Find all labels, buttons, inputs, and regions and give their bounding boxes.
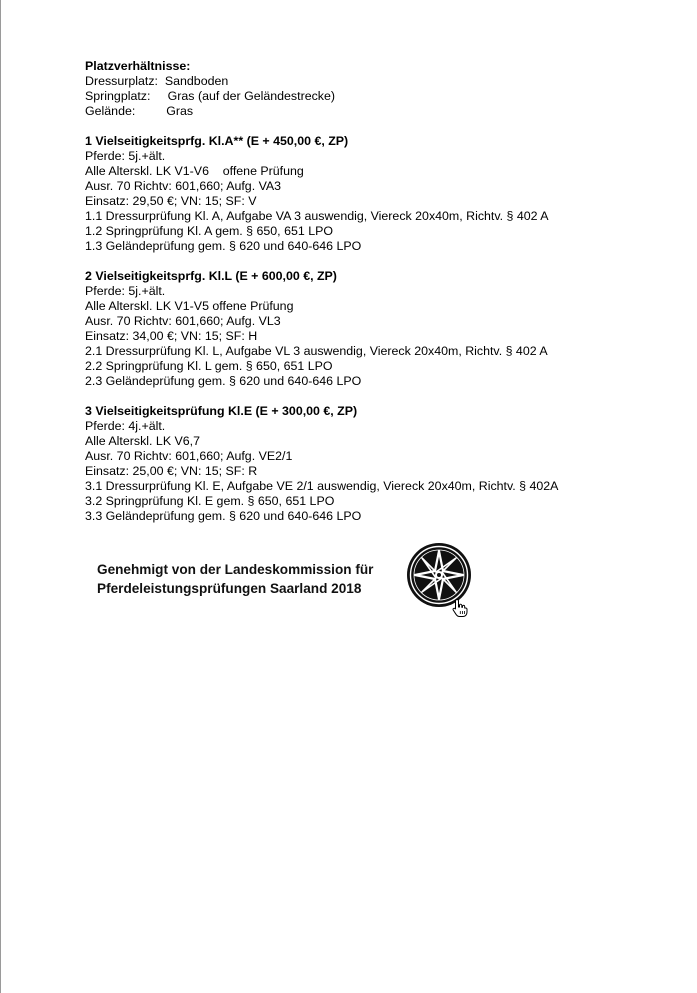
competition-3-title: 3 Vielseitigkeitsprüfung Kl.E (E + 300,00 €, ZP) (85, 404, 358, 418)
competition-2-line: Pferde: 5j.+ält. (85, 284, 166, 298)
venue-section (85, 59, 675, 119)
approval-line-1: Genehmigt von der Landeskommission für (97, 562, 374, 577)
venue-heading: Platzverhältnisse: (85, 59, 191, 73)
competition-1-line: Pferde: 5j.+ält. (85, 149, 166, 163)
venue-row-terrain: Gelände: Gras (85, 104, 194, 118)
competition-3-line: Ausr. 70 Richtv: 601,660; Aufg. VE2/1 (85, 449, 293, 463)
competition-1-line: 1.1 Dressurprüfung Kl. A, Aufgabe VA 3 auswendig, Viereck 20x40m, Richtv. § 402 A (85, 209, 549, 223)
competition-2-line: 2.3 Geländeprüfung gem. § 620 und 640-646 LPO (85, 374, 362, 388)
spacer (85, 254, 675, 269)
venue-row-jumping: Springplatz: Gras (auf der Geländestrecke) (85, 89, 335, 103)
venue-row-dressage: Dressurplatz: Sandboden (85, 74, 229, 88)
competition-3-line: 3.1 Dressurprüfung Kl. E, Aufgabe VE 2/1 auswendig, Viereck 20x40m, Richtv. § 402A (85, 479, 559, 493)
competition-3-line: Alle Alterskl. LK V6,7 (85, 434, 201, 448)
spacer (85, 119, 675, 134)
competition-3-line: Pferde: 4j.+ält. (85, 419, 166, 433)
spacer (85, 389, 675, 404)
competition-1 (85, 134, 675, 254)
competition-1-line: 1.2 Springprüfung Kl. A gem. § 650, 651 LPO (85, 224, 333, 238)
competition-2-line: 2.1 Dressurprüfung Kl. L, Aufgabe VL 3 auswendig, Viereck 20x40m, Richtv. § 402 A (85, 344, 548, 358)
competition-1-line: Einsatz: 29,50 €; VN: 15; SF: V (85, 194, 257, 208)
competition-2-line: 2.2 Springprüfung Kl. L gem. § 650, 651 LPO (85, 359, 333, 373)
approval-line-2: Pferdeleistungsprüfungen Saarland 2018 (97, 581, 362, 596)
competition-3-line: 3.2 Springprüfung Kl. E gem. § 650, 651 LPO (85, 494, 335, 508)
competition-2-line: Ausr. 70 Richtv: 601,660; Aufg. VL3 (85, 314, 281, 328)
page-left-edge (0, 0, 1, 993)
competition-2-line: Einsatz: 34,00 €; VN: 15; SF: H (85, 329, 258, 343)
approval-note (97, 560, 373, 598)
competition-3-line: Einsatz: 25,00 €; VN: 15; SF: R (85, 464, 258, 478)
competition-3 (85, 404, 675, 524)
hand-cursor-icon (451, 598, 469, 618)
competition-1-title: 1 Vielseitigkeitsprfg. Kl.A** (E + 450,00 €, ZP) (85, 134, 349, 148)
competition-2-title: 2 Vielseitigkeitsprfg. Kl.L (E + 600,00 €, ZP) (85, 269, 337, 283)
competition-3-line: 3.3 Geländeprüfung gem. § 620 und 640-646 LPO (85, 509, 362, 523)
document-body (85, 59, 675, 524)
competition-1-line: Alle Alterskl. LK V1-V6 offene Prüfung (85, 164, 304, 178)
competition-2-line: Alle Alterskl. LK V1-V5 offene Prüfung (85, 299, 294, 313)
competition-2 (85, 269, 675, 389)
competition-1-line: Ausr. 70 Richtv: 601,660; Aufg. VA3 (85, 179, 282, 193)
competition-1-line: 1.3 Geländeprüfung gem. § 620 und 640-646 LPO (85, 239, 362, 253)
